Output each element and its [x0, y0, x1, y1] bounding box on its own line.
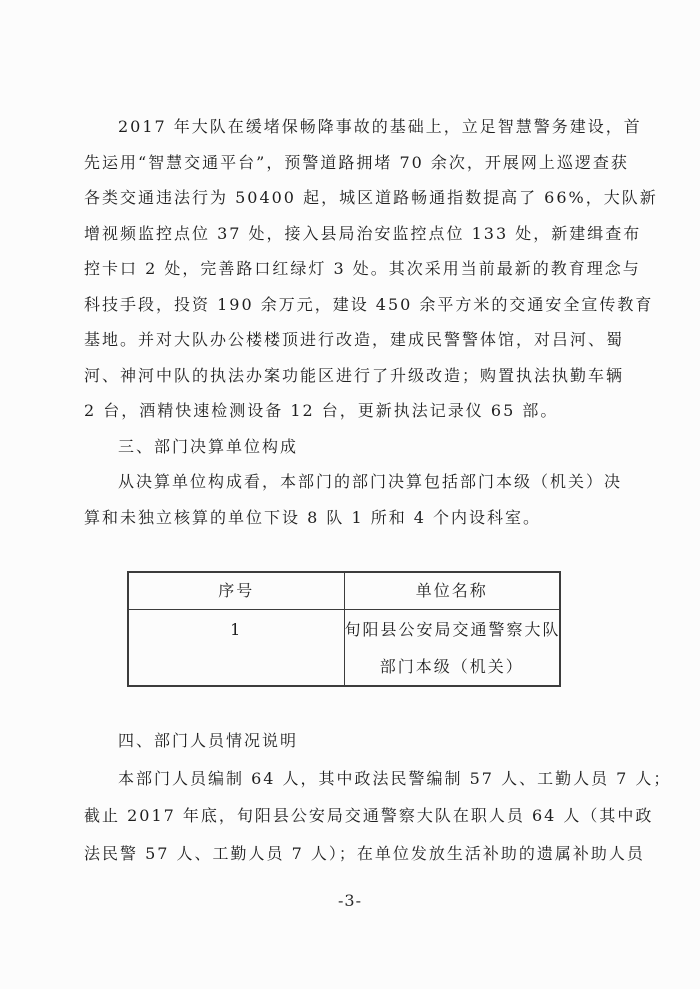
text-line: 各类交通违法行为 50400 起，城区道路畅通指数提高了 66%，大队新	[84, 188, 658, 207]
text-line: 截止 2017 年底，旬阳县公安局交通警察大队在职人员 64 人（其中政	[84, 806, 654, 825]
text-line: 增视频监控点位 37 处，接入县局治安监控点位 133 处，新建缉查布	[84, 223, 642, 243]
text-line: 从决算单位构成看，本部门的部门决算包括部门本级（机关）决	[118, 472, 623, 491]
cell-text: 1	[230, 620, 243, 639]
text-block-bottom	[84, 722, 672, 872]
table-header-row	[128, 572, 560, 610]
section3-heading: 三、部门决算单位构成	[118, 436, 299, 456]
cell-text: 部门本级（机关）	[379, 657, 524, 676]
text-line: 基地。并对大队办公楼楼顶进行改造，建成民警警体馆，对吕河、蜀	[84, 330, 625, 349]
text-block-top	[84, 109, 658, 535]
text-line: 2017 年大队在缓堵保畅降事故的基础上，立足智慧警务建设，首	[118, 117, 642, 136]
text-line: 控卡口 2 处，完善路口红绿灯 3 处。其次采用当前最新的教育理念与	[84, 259, 641, 278]
page-number: -3-	[338, 891, 362, 910]
table-row	[128, 610, 560, 687]
table-cell-name	[344, 610, 560, 687]
text-line: 本部门人员编制 64 人，其中政法民警编制 57 人、工勤人员 7 人；	[118, 768, 672, 788]
text-line: 先运用“智慧交通平台”，预警道路拥堵 70 余次，开展网上巡逻查获	[84, 152, 629, 172]
text-line: 算和未独立核算的单位下设 8 队 1 所和 4 个内设科室。	[84, 507, 542, 527]
unit-table	[127, 571, 561, 687]
section4-heading: 四、部门人员情况说明	[118, 731, 299, 750]
text-line: 2 台，酒精快速检测设备 12 台，更新执法记录仪 65 部。	[84, 401, 559, 420]
text-line: 法民警 57 人、工勤人员 7 人）；在单位发放生活补助的遗属补助人员	[84, 843, 645, 863]
table-cell-no	[128, 610, 344, 687]
table-header-name: 单位名称	[344, 572, 560, 610]
text-line: 河、神河中队的执法办案功能区进行了升级改造；购置执法执勤车辆	[84, 365, 625, 385]
table-header-no: 序号	[128, 572, 344, 610]
cell-text: 旬阳县公安局交通警察大队	[344, 620, 561, 639]
text-line: 科技手段，投资 190 余万元，建设 450 余平方米的交通安全宣传教育	[84, 294, 654, 314]
